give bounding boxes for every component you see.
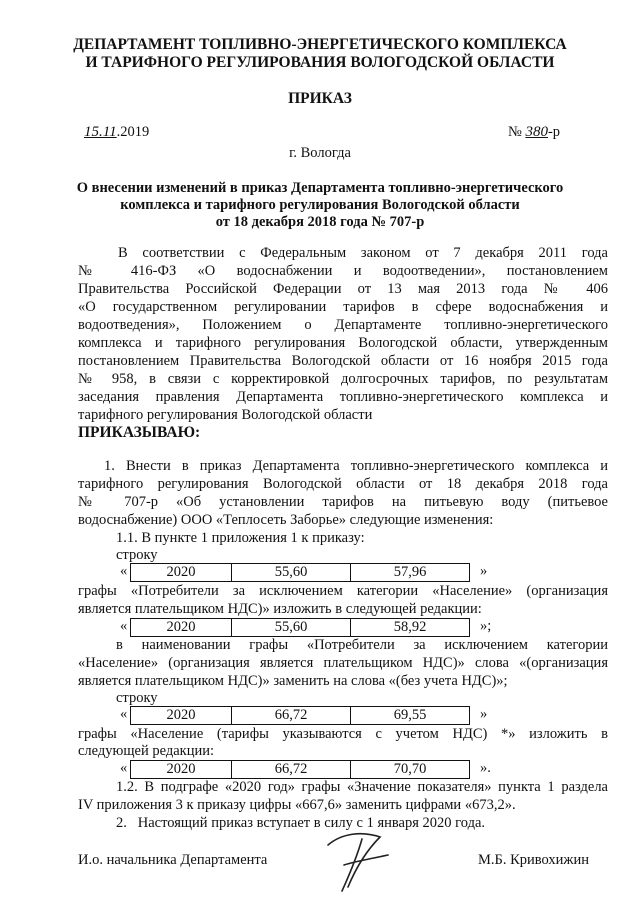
table-cell-value: 58,92 (351, 619, 470, 637)
item2: 2. Настоящий приказ вступает в силу с 1 января 2020 года. (116, 815, 486, 831)
preamble-line: № 958, в связи с корректировкой долгосрочных тарифов, по результатам (78, 371, 608, 387)
table-cell-value: 57,96 (351, 564, 470, 582)
department-name-line1: ДЕПАРТАМЕНТ ТОПЛИВНО-ЭНЕРГЕТИЧЕСКОГО КОМПЛЕКСА (73, 36, 567, 53)
text-b-line3: является плательщиком НДС)» заменить на слова «(без учета НДС)»; (78, 673, 508, 689)
rate-row-table-1 (130, 563, 470, 582)
preamble-line: «О государственном регулировании тарифов в сфере водоснабжения и (78, 299, 608, 315)
preamble-line: постановлением Правительства Вологодской области от 16 ноября 2015 года (78, 353, 608, 369)
item1-last-line: водоснабжение) ООО «Теплосеть Заборье» следующие изменения: (78, 512, 494, 528)
quote-close: » (480, 706, 488, 722)
subitem-1-2-line2: IV приложения 3 к приказу цифры «667,6» заменить цифрами «673,2». (78, 797, 516, 813)
preamble-last-line: тарифного регулирования Вологодской области (78, 407, 373, 423)
handwritten-date: 15.11 (84, 124, 117, 140)
quote-close: »; (480, 618, 492, 634)
item1-line: 1. Внести в приказ Департамента топливно-энергетического комплекса и (104, 458, 608, 474)
table-cell-year: 2020 (131, 761, 232, 779)
preamble-line: В соответствии с Федеральным законом от 7 декабря 2011 года (118, 245, 608, 261)
title-line3: от 18 декабря 2018 года № 707-р (215, 214, 425, 230)
subitem-1-1: 1.1. В пункте 1 приложения 1 к приказу: (116, 530, 365, 546)
quote-close: ». (480, 760, 491, 776)
signatory-name: М.Б. Кривохижин (478, 852, 589, 868)
document-type: ПРИКАЗ (288, 90, 352, 107)
title-line1: О внесении изменений в приказ Департамента топливно-энергетического (76, 180, 564, 196)
table-cell-year: 2020 (131, 564, 232, 582)
table-cell-year: 2020 (131, 707, 232, 725)
preamble-line: водоотведения», Положением о Департаменте топливно-энергетического (78, 317, 608, 333)
department-name-line2: И ТАРИФНОГО РЕГУЛИРОВАНИЯ ВОЛОГОДСКОЙ ОБЛАСТИ (85, 54, 555, 71)
text-b-line1: в наименовании графы «Потребители за исключением категории (116, 637, 608, 653)
document-date (84, 124, 149, 141)
handwritten-number: 380 (525, 124, 548, 140)
table-cell-value: 69,55 (351, 707, 470, 725)
quote-open: « (120, 760, 128, 776)
text-a-line1: графы «Потребители за исключением категории «Население» (организация (78, 583, 608, 599)
subitem-1-2-line1: 1.2. В подграфе «2020 год» графы «Значение показателя» пункта 1 раздела (116, 779, 608, 795)
text-c-line2: следующей редакции: (78, 743, 215, 759)
rate-row-table-2 (130, 618, 470, 637)
quote-open: « (120, 706, 128, 722)
preamble-line: заседания правления Департамента топливно-энергетического комплекса и (78, 389, 608, 405)
preamble-line: № 416-ФЗ «О водоснабжении и водоотведении», постановлением (78, 263, 608, 279)
signatory-position: И.о. начальника Департамента (78, 852, 268, 868)
quote-open: « (120, 618, 128, 634)
rate-row-table-3 (130, 706, 470, 725)
rate-row-table-4 (130, 760, 470, 779)
city: г. Вологда (289, 145, 351, 161)
table-cell-value: 55,60 (232, 564, 351, 582)
document-number (508, 124, 560, 141)
handwritten-signature (322, 825, 394, 895)
row-word: строку (116, 547, 158, 563)
table-cell-value: 66,72 (232, 707, 351, 725)
order-word: ПРИКАЗЫВАЮ: (78, 424, 201, 441)
preamble-line: комплекса и тарифного регулирования Вологодской области, утвержденным (78, 335, 608, 351)
table-cell-value: 70,70 (351, 761, 470, 779)
preamble-line: Правительства Российской Федерации от 13 мая 2013 года № 406 (78, 281, 608, 297)
text-a-line2: является плательщиком НДС)» изложить в следующей редакции: (78, 601, 482, 617)
row-word: строку (116, 690, 158, 706)
table-cell-value: 66,72 (232, 761, 351, 779)
item1-line: тарифного регулирования Вологодской области от 18 декабря 2018 года (78, 476, 608, 492)
title-line2: комплекса и тарифного регулирования Вологодской области (120, 197, 520, 213)
table-cell-value: 55,60 (232, 619, 351, 637)
number-prefix: № (508, 124, 522, 140)
text-c-line1: графы «Население (тарифы указываются с учетом НДС) *» изложить в (78, 726, 608, 742)
date-year: .2019 (116, 124, 150, 140)
quote-close: » (480, 563, 488, 579)
item1-line: № 707-р «Об установлении тарифов на питьевую воду (питьевое (78, 494, 608, 510)
table-cell-year: 2020 (131, 619, 232, 637)
quote-open: « (120, 563, 128, 579)
text-b-line2: «Население» (организация является плательщиком НДС)» слова «(организация (78, 655, 608, 671)
number-suffix: -р (547, 124, 561, 140)
